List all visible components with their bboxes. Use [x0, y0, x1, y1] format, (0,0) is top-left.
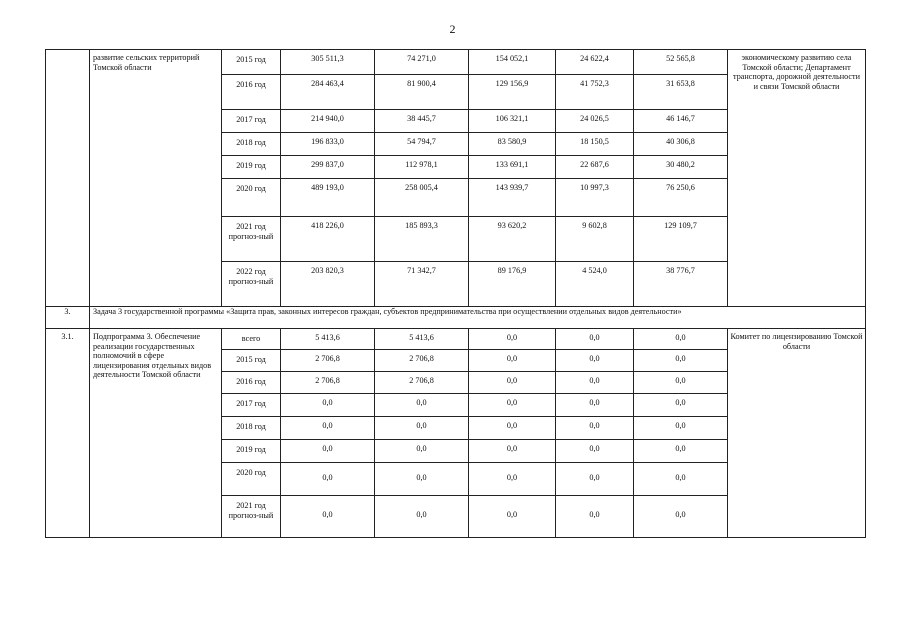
program-finance-table — [45, 49, 866, 538]
value-other: 0,0 — [634, 350, 728, 372]
value-total: 196 833,0 — [281, 133, 375, 156]
year-cell: 2019 год — [222, 156, 281, 179]
value-federal: 0,0 — [375, 463, 469, 496]
value-total: 2 706,8 — [281, 372, 375, 394]
value-federal: 2 706,8 — [375, 372, 469, 394]
value-regional: 0,0 — [469, 417, 556, 440]
value-federal: 112 978,1 — [375, 156, 469, 179]
value-local: 9 602,8 — [556, 217, 634, 262]
year-cell: 2020 год — [222, 179, 281, 217]
value-regional: 0,0 — [469, 440, 556, 463]
year-cell: 2018 год — [222, 417, 281, 440]
value-total: 284 463,4 — [281, 75, 375, 110]
value-total: 299 837,0 — [281, 156, 375, 179]
value-federal: 81 900,4 — [375, 75, 469, 110]
value-total: 0,0 — [281, 463, 375, 496]
value-other: 52 565,8 — [634, 50, 728, 75]
value-total: 0,0 — [281, 394, 375, 417]
value-total: 305 511,3 — [281, 50, 375, 75]
value-other: 0,0 — [634, 496, 728, 538]
task-row — [46, 307, 866, 329]
value-other: 129 109,7 — [634, 217, 728, 262]
row-number-cell: 3.1. — [46, 329, 90, 538]
value-total: 2 706,8 — [281, 350, 375, 372]
value-local: 22 687,6 — [556, 156, 634, 179]
year-cell: 2015 год — [222, 350, 281, 372]
responsible-cell: экономическому развитию села Томской области; Департамент транспорта, дорожной деятельности и связи Томской области — [728, 50, 866, 307]
value-regional: 143 939,7 — [469, 179, 556, 217]
value-regional: 0,0 — [469, 350, 556, 372]
value-local: 0,0 — [556, 440, 634, 463]
value-local: 0,0 — [556, 350, 634, 372]
value-local: 0,0 — [556, 496, 634, 538]
year-cell: 2016 год — [222, 372, 281, 394]
value-other: 0,0 — [634, 440, 728, 463]
value-other: 0,0 — [634, 463, 728, 496]
row-number-cell — [46, 50, 90, 307]
value-federal: 0,0 — [375, 496, 469, 538]
program-name-cell: развитие сельских территорий Томской области — [90, 50, 222, 307]
value-federal: 0,0 — [375, 440, 469, 463]
value-total: 0,0 — [281, 440, 375, 463]
value-local: 10 997,3 — [556, 179, 634, 217]
year-cell: 2017 год — [222, 394, 281, 417]
value-federal: 0,0 — [375, 394, 469, 417]
value-total: 203 820,3 — [281, 262, 375, 307]
value-regional: 129 156,9 — [469, 75, 556, 110]
value-other: 0,0 — [634, 417, 728, 440]
year-cell: 2020 год — [222, 463, 281, 496]
value-total: 0,0 — [281, 496, 375, 538]
value-federal: 0,0 — [375, 417, 469, 440]
value-other: 30 480,2 — [634, 156, 728, 179]
value-regional: 106 321,1 — [469, 110, 556, 133]
value-local: 0,0 — [556, 329, 634, 350]
value-regional: 0,0 — [469, 329, 556, 350]
value-federal: 71 342,7 — [375, 262, 469, 307]
year-cell: 2017 год — [222, 110, 281, 133]
value-local: 4 524,0 — [556, 262, 634, 307]
value-federal: 185 893,3 — [375, 217, 469, 262]
value-local: 0,0 — [556, 372, 634, 394]
table-row — [46, 50, 866, 75]
value-federal: 54 794,7 — [375, 133, 469, 156]
value-total: 418 226,0 — [281, 217, 375, 262]
value-other: 0,0 — [634, 394, 728, 417]
year-cell: 2021 год прогноз-ный — [222, 496, 281, 538]
value-regional: 0,0 — [469, 463, 556, 496]
value-regional: 133 691,1 — [469, 156, 556, 179]
value-federal: 38 445,7 — [375, 110, 469, 133]
value-local: 0,0 — [556, 417, 634, 440]
value-regional: 0,0 — [469, 372, 556, 394]
value-regional: 154 052,1 — [469, 50, 556, 75]
value-other: 0,0 — [634, 372, 728, 394]
value-federal: 2 706,8 — [375, 350, 469, 372]
value-local: 0,0 — [556, 394, 634, 417]
value-regional: 83 580,9 — [469, 133, 556, 156]
responsible-cell: Комитет по лицензированию Томской области — [728, 329, 866, 538]
year-cell: 2018 год — [222, 133, 281, 156]
value-regional: 0,0 — [469, 394, 556, 417]
table-row — [46, 329, 866, 350]
value-total: 214 940,0 — [281, 110, 375, 133]
value-other: 38 776,7 — [634, 262, 728, 307]
year-cell: всего — [222, 329, 281, 350]
page-number: 2 — [449, 22, 456, 36]
value-regional: 93 620,2 — [469, 217, 556, 262]
value-local: 24 026,5 — [556, 110, 634, 133]
year-cell: 2016 год — [222, 75, 281, 110]
year-cell: 2019 год — [222, 440, 281, 463]
value-other: 46 146,7 — [634, 110, 728, 133]
year-cell: 2021 год прогноз-ный — [222, 217, 281, 262]
task-title-cell: Задача 3 государственной программы «Защита прав, законных интересов граждан, субъектов предпринимательства при осуществлении отдельных видов деятельности» — [90, 307, 866, 329]
program-name-cell: Подпрограмма 3. Обеспечение реализации государственных полномочий в сфере лицензирования отдельных видов деятельности Томской области — [90, 329, 222, 538]
value-local: 18 150,5 — [556, 133, 634, 156]
year-cell: 2022 год прогноз-ный — [222, 262, 281, 307]
value-local: 41 752,3 — [556, 75, 634, 110]
value-other: 31 653,8 — [634, 75, 728, 110]
value-federal: 5 413,6 — [375, 329, 469, 350]
task-number-cell: 3. — [46, 307, 90, 329]
value-federal: 258 005,4 — [375, 179, 469, 217]
value-other: 0,0 — [634, 329, 728, 350]
value-other: 40 306,8 — [634, 133, 728, 156]
value-total: 489 193,0 — [281, 179, 375, 217]
value-regional: 0,0 — [469, 496, 556, 538]
value-local: 0,0 — [556, 463, 634, 496]
value-total: 0,0 — [281, 417, 375, 440]
year-cell: 2015 год — [222, 50, 281, 75]
value-federal: 74 271,0 — [375, 50, 469, 75]
value-local: 24 622,4 — [556, 50, 634, 75]
value-total: 5 413,6 — [281, 329, 375, 350]
value-other: 76 250,6 — [634, 179, 728, 217]
value-regional: 89 176,9 — [469, 262, 556, 307]
